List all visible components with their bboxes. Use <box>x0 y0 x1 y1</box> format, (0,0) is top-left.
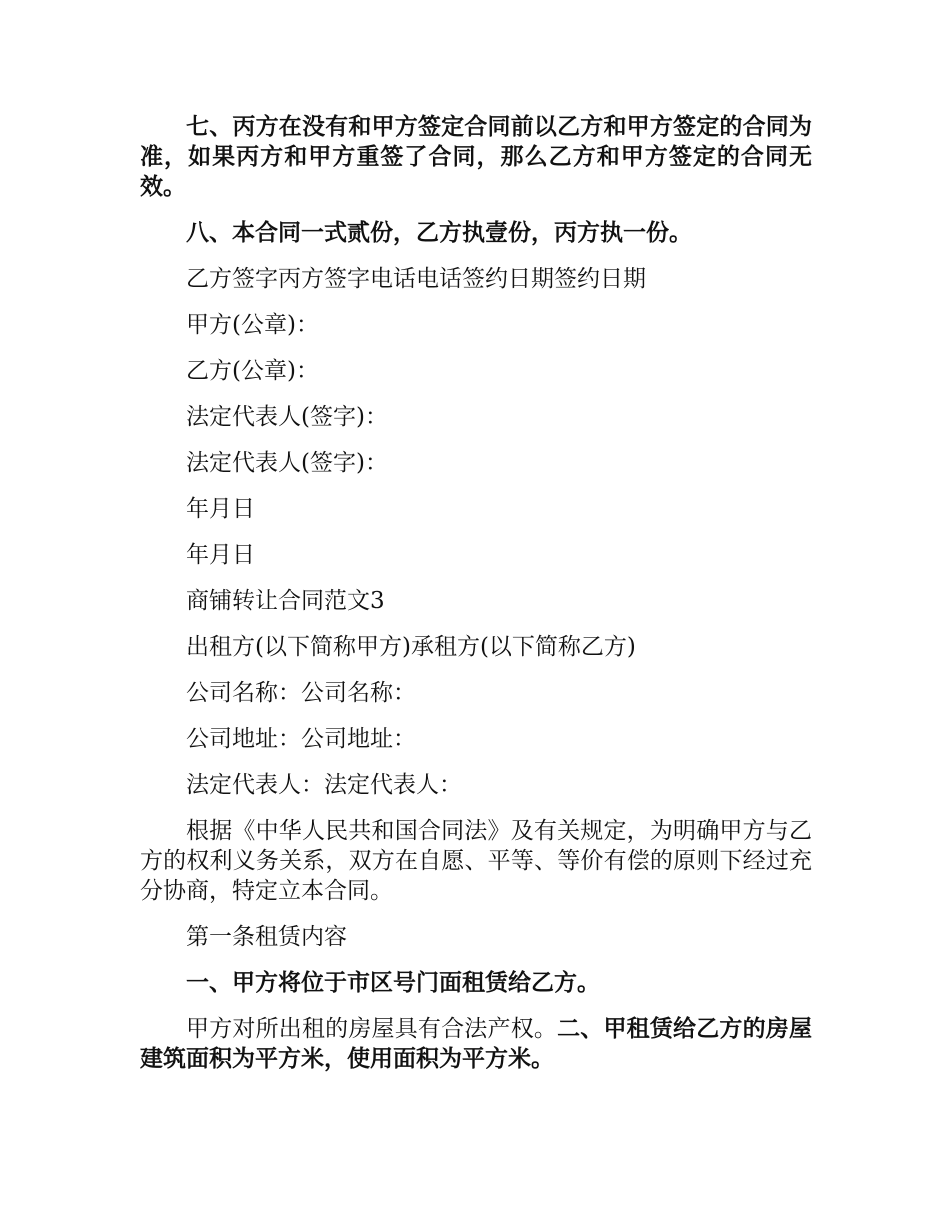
company-name-line: 公司名称：公司名称： <box>186 680 416 706</box>
article-one-heading: 第一条租赁内容 <box>186 924 347 950</box>
area-clause-text: 二、甲租赁给乙方的房屋建筑面积为平方米，使用面积为平方米。 <box>140 1015 813 1072</box>
property-rights-text: 甲方对所出租的房屋具有合法产权。 <box>186 1016 558 1042</box>
date-line-2: 年月日 <box>186 542 255 568</box>
article-one-item-two <box>140 1014 812 1074</box>
company-address-line: 公司地址：公司地址： <box>186 726 416 752</box>
document-body <box>140 112 812 1090</box>
legal-rep-line: 法定代表人：法定代表人： <box>186 772 462 798</box>
contract-title: 商铺转让合同范文3 <box>186 588 385 614</box>
legal-rep-signature-2: 法定代表人(签字)： <box>186 450 388 476</box>
parties-line: 出租方(以下简称甲方)承租方(以下简称乙方) <box>186 634 636 660</box>
party-b-seal: 乙方(公章)： <box>186 358 319 384</box>
party-a-seal: 甲方(公章)： <box>186 312 319 338</box>
clause-seven: 七、丙方在没有和甲方签定合同前以乙方和甲方签定的合同为准，如果丙方和甲方重签了合同，那么乙方和甲方签定的合同无效。 <box>140 113 812 200</box>
signature-line: 乙方签字丙方签字电话电话签约日期签约日期 <box>186 266 646 292</box>
date-line-1: 年月日 <box>186 496 255 522</box>
legal-rep-signature-1: 法定代表人(签字)： <box>186 404 388 430</box>
clause-eight: 八、本合同一式贰份，乙方执壹份，丙方执一份。 <box>186 219 692 246</box>
article-one-item-one: 一、甲方将位于市区号门面租赁给乙方。 <box>186 969 600 996</box>
preamble-paragraph: 根据《中华人民共和国合同法》及有关规定，为明确甲方与乙方的权利义务关系，双方在自愿、平等、等价有偿的原则下经过充分协商，特定立本合同。 <box>140 818 812 904</box>
